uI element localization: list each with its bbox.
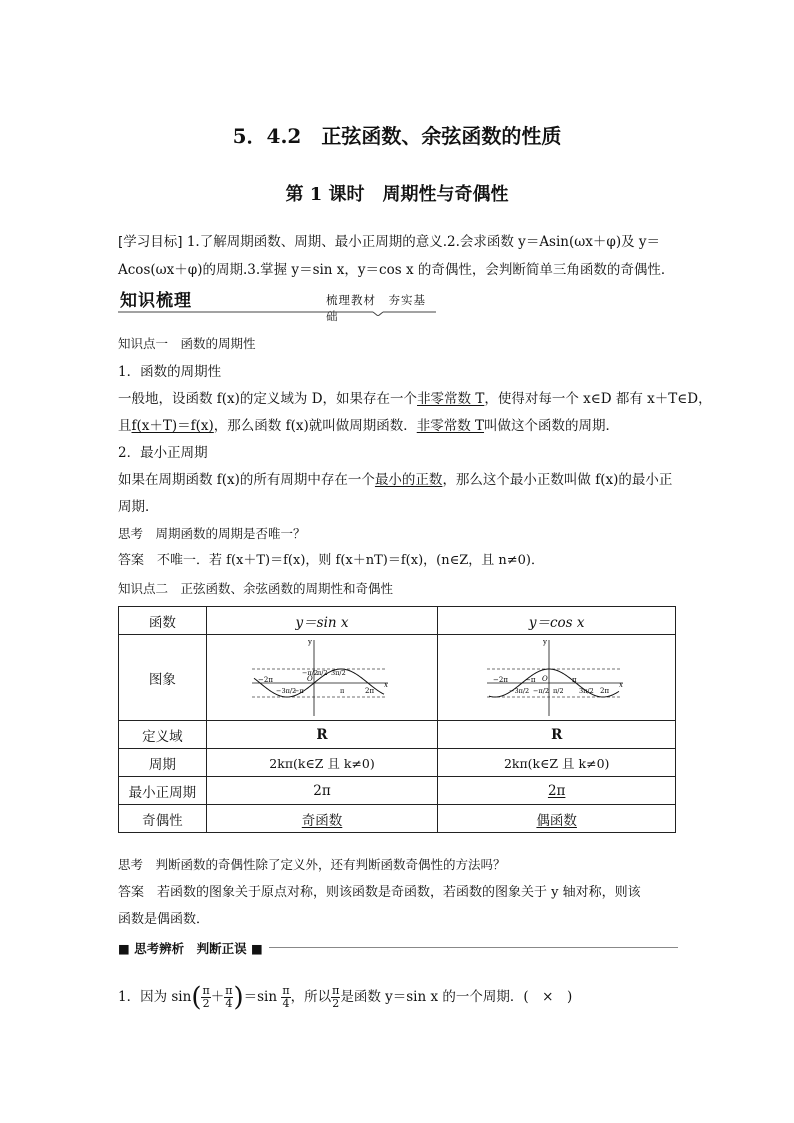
think-text: 判断函数的奇偶性除了定义外，还有判断函数奇偶性的方法吗？ (155, 857, 506, 872)
sin-cell: 2kπ(k∈Z 且 k≠0) (206, 749, 438, 777)
paren-left: ( (191, 982, 202, 1013)
cos-cell: 2π (438, 777, 676, 805)
think2-answer-line1 (118, 883, 678, 903)
lesson-subtitle: 第 1 课时 周期性与奇偶性 (285, 184, 509, 205)
text: ，使得对每一个 x∈D 都有 x＋T∈D， (484, 391, 712, 407)
think-label: 思考 (118, 526, 144, 541)
text: 叫做这个函数的周期． (484, 418, 620, 434)
sin-cell: 奇函数 (206, 805, 438, 833)
tick-label: −π/2 (532, 686, 549, 695)
tick-label: −π (294, 686, 304, 695)
row-label: 函数 (119, 607, 207, 635)
tick-label: −2π (492, 675, 508, 684)
tick-label: 3π/2 (331, 668, 346, 677)
cos-cell: y＝cos x (438, 607, 676, 635)
tick-label: −3π/2 (276, 686, 297, 695)
properties-table (118, 606, 676, 833)
cos-cell: 偶函数 (438, 805, 676, 833)
text: 是函数 y＝sin x 的一个周期．( × ) (340, 989, 573, 1005)
numerator: π (202, 984, 210, 997)
sin-graph-cell (206, 635, 438, 721)
numerator: π (332, 984, 340, 997)
sine-graph (252, 638, 392, 718)
objectives-line-2: Acos(ωx＋φ)的周期.3.掌握 y＝sin x，y＝cos x 的奇偶性，会判断简单三角函数的奇偶性． (118, 262, 675, 278)
table-row (119, 721, 676, 749)
objectives-line-1 (118, 232, 678, 252)
tick-label: π (571, 675, 577, 684)
tick-label: 2π (599, 686, 609, 695)
fraction-pi-over-2 (201, 985, 210, 1010)
kp1-heading: 知识点一 函数的周期性 (118, 336, 256, 351)
text: 如果在周期函数 f(x)的所有周期中存在一个 (118, 472, 375, 488)
tick-label: 2π (365, 686, 375, 695)
underlined-term: 非零常数 T (417, 391, 485, 407)
tick-label: −π (524, 675, 536, 684)
text: 且 (118, 418, 132, 434)
answer-text: 不唯一．若 f(x＋T)＝f(x)，则 f(x＋nT)＝f(x)，(n∈Z，且 n≠0)． (157, 553, 544, 568)
think1-question (118, 524, 678, 544)
tick-label: π/2 (552, 686, 564, 695)
kp2-heading: 知识点二 正弦函数、余弦函数的周期性和奇偶性 (118, 581, 394, 596)
text: 1．因为 sin (118, 989, 192, 1005)
answer-label: 答案 (118, 553, 145, 568)
underlined-term: f(x＋T)＝f(x) (131, 418, 214, 434)
kp1-item1-title: 1．函数的周期性 (118, 364, 222, 380)
divider-label: ■ 思考辨析 判断正误 ■ (118, 939, 269, 957)
sin-cell: 2π (206, 777, 438, 805)
table-row (119, 777, 676, 805)
divider-think-judge (118, 939, 678, 955)
paren-right: ) (233, 982, 244, 1013)
numerator: π (225, 984, 233, 997)
think1-answer (118, 551, 678, 571)
tick-label: 3π/2 (578, 686, 594, 695)
table-row (119, 749, 676, 777)
sin-cell: R (206, 721, 438, 749)
table-row (119, 805, 676, 833)
cos-graph-cell (438, 635, 676, 721)
kp1-item2-line2: 周期． (118, 499, 159, 515)
row-label: 周期 (119, 749, 207, 777)
judge-item-1: 1．因为 sin( $\frac{\pi}{2}$ ＋ $\frac{\pi}{4}$ )＝sin $\frac{\pi}{4}$ ，所以 $\frac{\pi}{2}$ 是函数 y＝sin x 的一个周期．( × ) (118, 982, 573, 1013)
section-header (118, 286, 436, 323)
answer-label: 答案 (118, 885, 145, 900)
underlined-term: 非零常数 T (416, 418, 485, 434)
objectives-label: [学习目标] (118, 234, 183, 250)
text: ，那么函数 f(x)就叫做周期函数． (213, 418, 417, 434)
cos-cell: 2kπ(k∈Z 且 k≠0) (438, 749, 676, 777)
kp1-item1-line2 (118, 416, 678, 436)
fraction-pi-over-2 (331, 985, 340, 1010)
tick-label: −2π (258, 675, 273, 684)
underlined-term: 最小的正数 (374, 472, 443, 488)
tick-label: −π/2 (302, 668, 319, 677)
text: ＝sin (243, 989, 278, 1005)
text: 一般地，设函数 f(x)的定义域为 D，如果存在一个 (118, 391, 418, 407)
text: ，那么这个最小正数叫做 f(x)的最小正 (442, 472, 673, 488)
row-label: 最小正周期 (119, 777, 207, 805)
row-label: 奇偶性 (119, 805, 207, 833)
objectives-text-1: 1.了解周期函数、周期、最小正周期的意义.2.会求函数 y＝Asin(ωx＋φ)及 y＝ (186, 234, 661, 250)
denominator: 4 (225, 997, 233, 1010)
table-row (119, 635, 676, 721)
denominator: 2 (202, 997, 210, 1010)
tick-label: π/2 (317, 668, 328, 677)
kp1-item1-line1 (118, 389, 712, 409)
denominator: 4 (282, 997, 290, 1010)
axis-label-y: y (308, 637, 312, 646)
section-label: 知识梳理 (120, 291, 192, 311)
tick-label: −3π/2 (508, 686, 529, 695)
kp1-item2-title: 2．最小正周期 (118, 445, 208, 461)
page-title: 5．4.2 正弦函数、余弦函数的性质 (232, 124, 562, 148)
tick-label: π (340, 686, 345, 695)
think-text: 周期函数的周期是否唯一？ (155, 526, 306, 541)
cos-cell: R (438, 721, 676, 749)
cosine-graph (487, 638, 627, 718)
section-sublabel: 梳理教材 夯实基础 (326, 293, 426, 323)
table-row (119, 607, 676, 635)
denominator: 2 (332, 997, 340, 1010)
think2-question (118, 855, 678, 875)
text: ，所以 (290, 989, 332, 1005)
axis-label-x: x (384, 680, 388, 689)
origin-label: O (541, 674, 548, 683)
section-underline (118, 286, 436, 316)
origin-label: O (307, 674, 313, 683)
row-label: 定义域 (119, 721, 207, 749)
kp1-item2-line1 (118, 470, 678, 490)
row-label: 图象 (119, 635, 207, 721)
think-label: 思考 (118, 857, 144, 872)
think2-answer-line2: 函数是偶函数． (118, 912, 210, 927)
axis-label-x: x (618, 680, 623, 689)
sin-cell: y＝sin x (206, 607, 438, 635)
answer-text: 若函数的图象关于原点对称，则该函数是奇函数，若函数的图象关于 y 轴对称，则该 (157, 885, 641, 900)
axis-label-y: y (542, 637, 547, 646)
fraction-pi-over-4 (281, 985, 290, 1010)
numerator: π (282, 984, 290, 997)
